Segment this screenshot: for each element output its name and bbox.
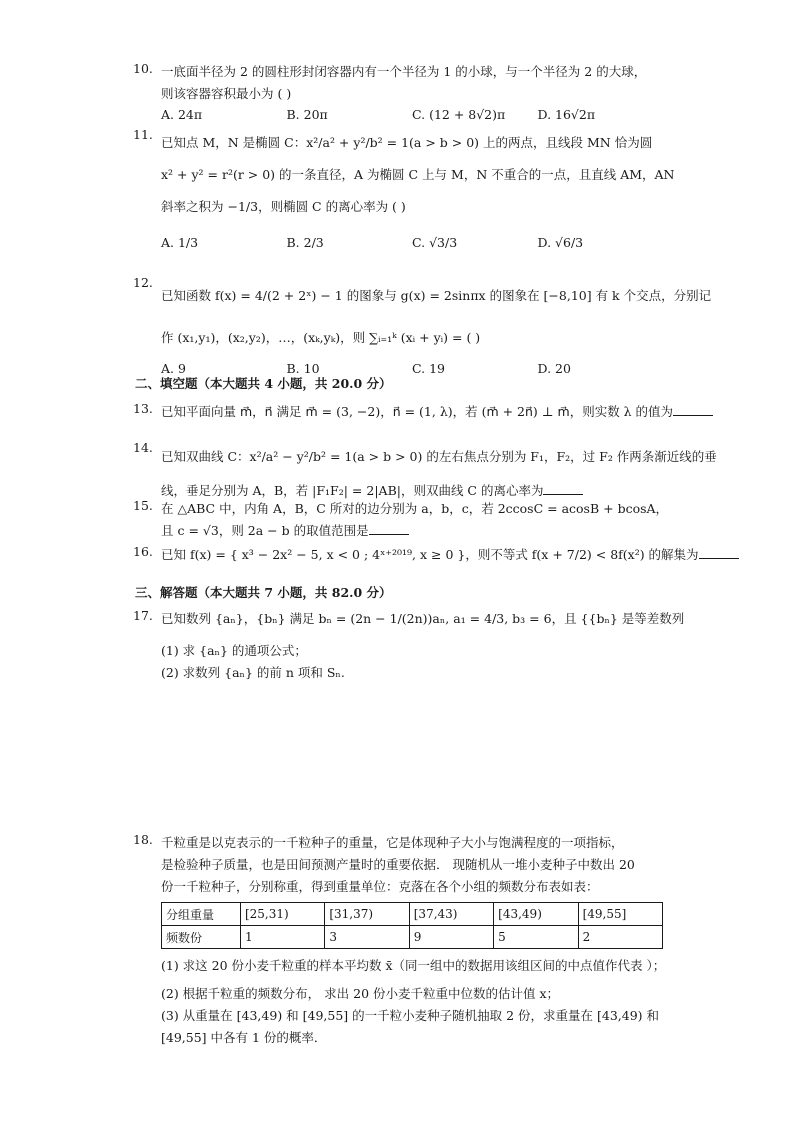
question-number: 15. — [133, 498, 153, 513]
section-heading-solutions: 三、解答题（本大题共 7 小题，共 82.0 分） — [135, 585, 392, 600]
option-a: A. 9 — [161, 361, 186, 376]
table-cell: 3 — [325, 926, 409, 949]
question-text-line: 斜率之积为 −1/3，则椭圆 C 的离心率为 ( ) — [161, 199, 406, 214]
option-c: C. √3/3 — [412, 235, 458, 250]
table-row — [162, 926, 663, 949]
options — [161, 235, 663, 250]
question-text-line: 是检验种子质量，也是田间预测产量时的重要依据． 现随机从一堆小麦种子中数出 20 — [161, 857, 635, 872]
question-text-line: 已知双曲线 C：x²/a² − y²/b² = 1(a > b > 0) 的左右焦点分别为 F₁，F₂，过 F₂ 作两条渐近线的垂 — [161, 449, 717, 464]
option-b: B. 10 — [286, 361, 320, 376]
option-c: C. 19 — [412, 361, 445, 376]
question-17 — [133, 608, 685, 684]
table-cell: [25,31) — [240, 903, 324, 926]
option-d: D. √6/3 — [537, 235, 584, 250]
question-16 — [133, 544, 699, 566]
frequency-table — [161, 902, 663, 949]
table-cell: 分组重量 — [162, 903, 241, 926]
question-text-line: 已知函数 f(x) = 4/(2 + 2ˣ) − 1 的图象与 g(x) = 2sinπx 的图象在 [−8,10] 有 k 个交点，分别记 — [161, 288, 712, 303]
question-12 — [133, 275, 712, 376]
table-cell: [43,49) — [494, 903, 578, 926]
question-number: 11. — [133, 127, 153, 142]
question-text-line: 线，垂足分别为 A，B，若 |F₁F₂| = 2|AB|，则双曲线 C 的离心率为 — [161, 483, 544, 498]
section-heading-fill-in: 二、填空题（本大题共 4 小题，共 20.0 分） — [135, 376, 392, 391]
sub-question-2: (2) 求数列 {aₙ} 的前 n 项和 Sₙ. — [161, 665, 345, 680]
question-number: 16. — [133, 544, 153, 559]
answer-blank — [673, 403, 713, 416]
question-number: 18. — [133, 832, 153, 847]
answer-blank — [543, 482, 583, 495]
question-11 — [133, 127, 675, 250]
sub-question-3-cont: [49,55] 中各有 1 份的概率． — [161, 1030, 327, 1045]
table-header-row — [162, 903, 663, 926]
question-text-line: 已知数列 {aₙ}，{bₙ} 满足 bₙ = (2n − 1/(2n))aₙ, a₁ = 4/3, b₃ = 6，且 {{bₙ} 是等差数列 — [161, 611, 685, 626]
question-text-line: 且 c = √3，则 2a − b 的取值范围是 — [161, 523, 369, 538]
sub-question-2: (2) 根据千粒重的频数分布， 求出 20 份小麦千粒重中位数的估计值 x； — [161, 986, 560, 1001]
table-cell: 2 — [578, 926, 662, 949]
answer-blank — [699, 546, 739, 559]
question-number: 17. — [133, 608, 153, 623]
options — [161, 107, 663, 122]
question-number: 13. — [133, 401, 153, 416]
sub-question-3: (3) 从重量在 [43,49) 和 [49,55] 的一千粒小麦种子随机抽取 2 份，求重量在 [43,49) 和 — [161, 1008, 660, 1023]
option-d: D. 20 — [537, 361, 571, 376]
option-a: A. 24π — [161, 107, 203, 122]
question-text-line: 则该容器容积最小为 ( ) — [161, 86, 292, 101]
question-18 — [133, 832, 666, 1049]
question-number: 14. — [133, 440, 153, 455]
question-text-line: 已知点 M，N 是椭圆 C：x²/a² + y²/b² = 1(a > b > 0) 上的两点，且线段 MN 恰为圆 — [161, 135, 653, 150]
option-d: D. 16√2π — [537, 107, 596, 122]
question-13 — [133, 401, 674, 423]
table-cell: [37,43) — [409, 903, 493, 926]
question-text-line: 份一千粒种子，分别称重，得到重量单位：克落在各个小组的频数分布表如表： — [161, 879, 599, 894]
option-a: A. 1/3 — [161, 235, 199, 250]
option-b: B. 2/3 — [286, 235, 324, 250]
question-text-line: 已知平面向量 m⃗，n⃗ 满足 m⃗ = (3, −2)，n⃗ = (1, λ)，若 (m⃗ + 2n⃗) ⊥ m⃗，则实数 λ 的值为 — [161, 404, 674, 419]
option-c: C. (12 + 8√2)π — [412, 107, 506, 122]
table-cell: 5 — [494, 926, 578, 949]
table-cell: 频数份 — [162, 926, 241, 949]
answer-blank — [369, 522, 409, 535]
question-text-line: 作 (x₁,y₁)，(x₂,y₂)，…，(xₖ,yₖ)，则 ∑ᵢ₌₁ᵏ (xᵢ + yᵢ) = ( ) — [161, 330, 481, 345]
question-10 — [133, 61, 663, 122]
sub-question-1: (1) 求这 20 份小麦千粒重的样本平均数 x̄（同一组中的数据用该组区间的中点值作代表 ）； — [161, 958, 666, 973]
option-b: B. 20π — [286, 107, 328, 122]
question-text-line: 千粒重是以克表示的一千粒种子的重量，它是体现种子大小与饱满程度的一项指标， — [161, 835, 624, 850]
question-number: 12. — [133, 275, 153, 290]
question-text-line: x² + y² = r²(r > 0) 的一条直径，A 为椭圆 C 上与 M，N 不重合的一点，且直线 AM，AN — [161, 167, 675, 182]
table-cell: [49,55] — [578, 903, 662, 926]
question-text-line: 在 △ABC 中，内角 A，B，C 所对的边分别为 a，b，c，若 2ccosC = acosB + bcosA， — [161, 501, 669, 516]
question-text-line: 已知 f(x) = { x³ − 2x² − 5, x < 0 ; 4ˣ⁺²⁰¹⁹, x ≥ 0 }，则不等式 f(x + 7/2) < 8f(x²) 的解集为 — [161, 547, 699, 562]
question-text-line: 一底面半径为 2 的圆柱形封闭容器内有一个半径为 1 的小球，与一个半径为 2 的大球， — [161, 64, 647, 79]
question-number: 10. — [133, 61, 153, 76]
question-15 — [133, 498, 669, 542]
sub-question-1: (1) 求 {aₙ} 的通项公式； — [161, 643, 307, 658]
table-cell: 9 — [409, 926, 493, 949]
table-cell: 1 — [240, 926, 324, 949]
table-cell: [31,37) — [325, 903, 409, 926]
